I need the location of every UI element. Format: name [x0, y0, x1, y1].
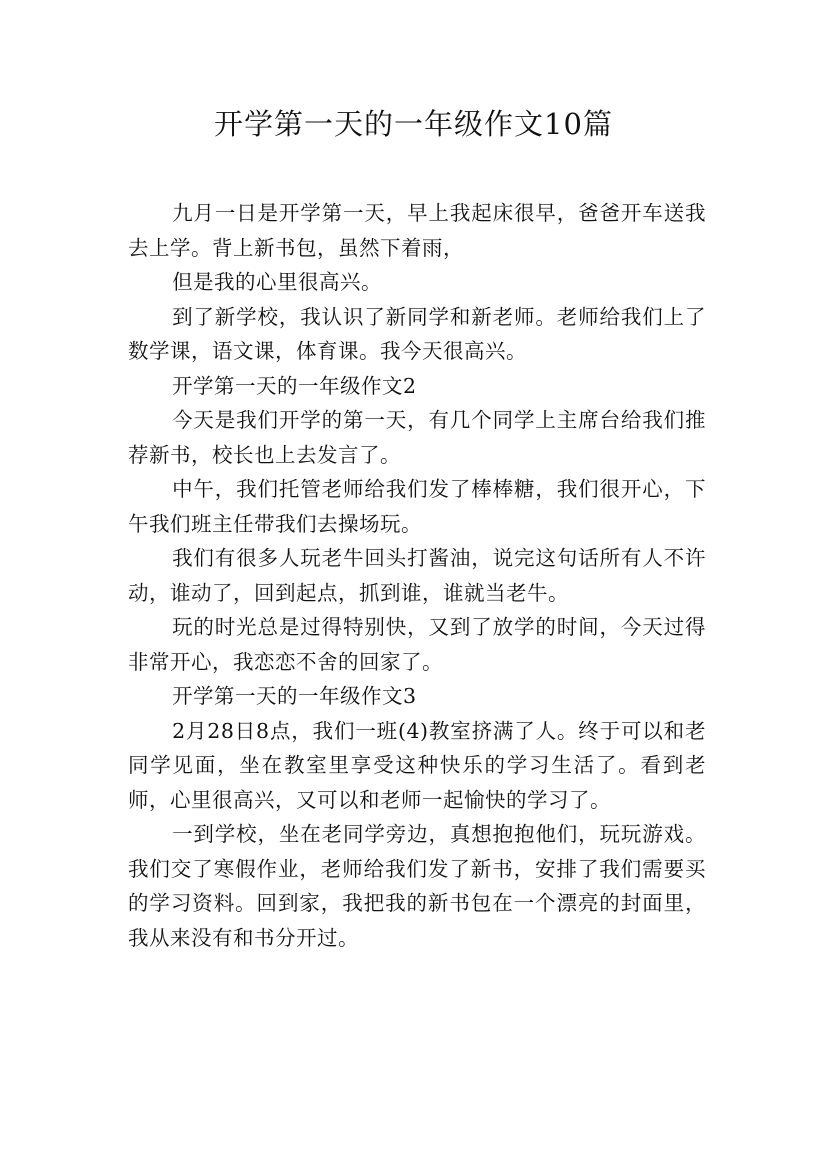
paragraph: 玩的时光总是过得特别快，又到了放学的时间，今天过得非常开心，我恋恋不舍的回家了。 — [128, 615, 706, 674]
paragraph: 但是我的心里很高兴。 — [172, 270, 383, 294]
paragraph: 九月一日是开学第一天，早上我起床很早，爸爸开车送我去上学。背上新书包，虽然下着雨， — [128, 201, 706, 260]
paragraph: 2月28日8点，我们一班(4)教室挤满了人。终于可以和老同学见面，坐在教室里享受这种快乐的学习生活了。看到老师，心里很高兴，又可以和老师一起愉快的学习了。 — [128, 718, 706, 812]
paragraph: 一到学校，坐在老同学旁边，真想抱抱他们，玩玩游戏。我们交了寒假作业，老师给我们发了新书，安排了我们需要买的学习资料。回到家，我把我的新书包在一个漂亮的封面里，我从来没有和书分开过。 — [128, 822, 706, 950]
section-heading: 开学第一天的一年级作文2 — [172, 373, 417, 398]
document-title: 开学第一天的一年级作文10篇 — [214, 107, 613, 141]
paragraph: 到了新学校，我认识了新同学和新老师。老师给我们上了数学课，语文课，体育课。我今天很高兴。 — [128, 304, 706, 363]
paragraph: 我们有很多人玩老牛回头打酱油，说完这句话所有人不许动，谁动了，回到起点，抓到谁，谁就当老牛。 — [128, 546, 706, 605]
section-heading: 开学第一天的一年级作文3 — [172, 684, 417, 708]
document-body — [128, 196, 706, 955]
paragraph: 今天是我们开学的第一天，有几个同学上主席台给我们推荐新书，校长也上去发言了。 — [128, 408, 706, 467]
paragraph: 中午，我们托管老师给我们发了棒棒糖，我们很开心，下午我们班主任带我们去操场玩。 — [128, 477, 706, 536]
